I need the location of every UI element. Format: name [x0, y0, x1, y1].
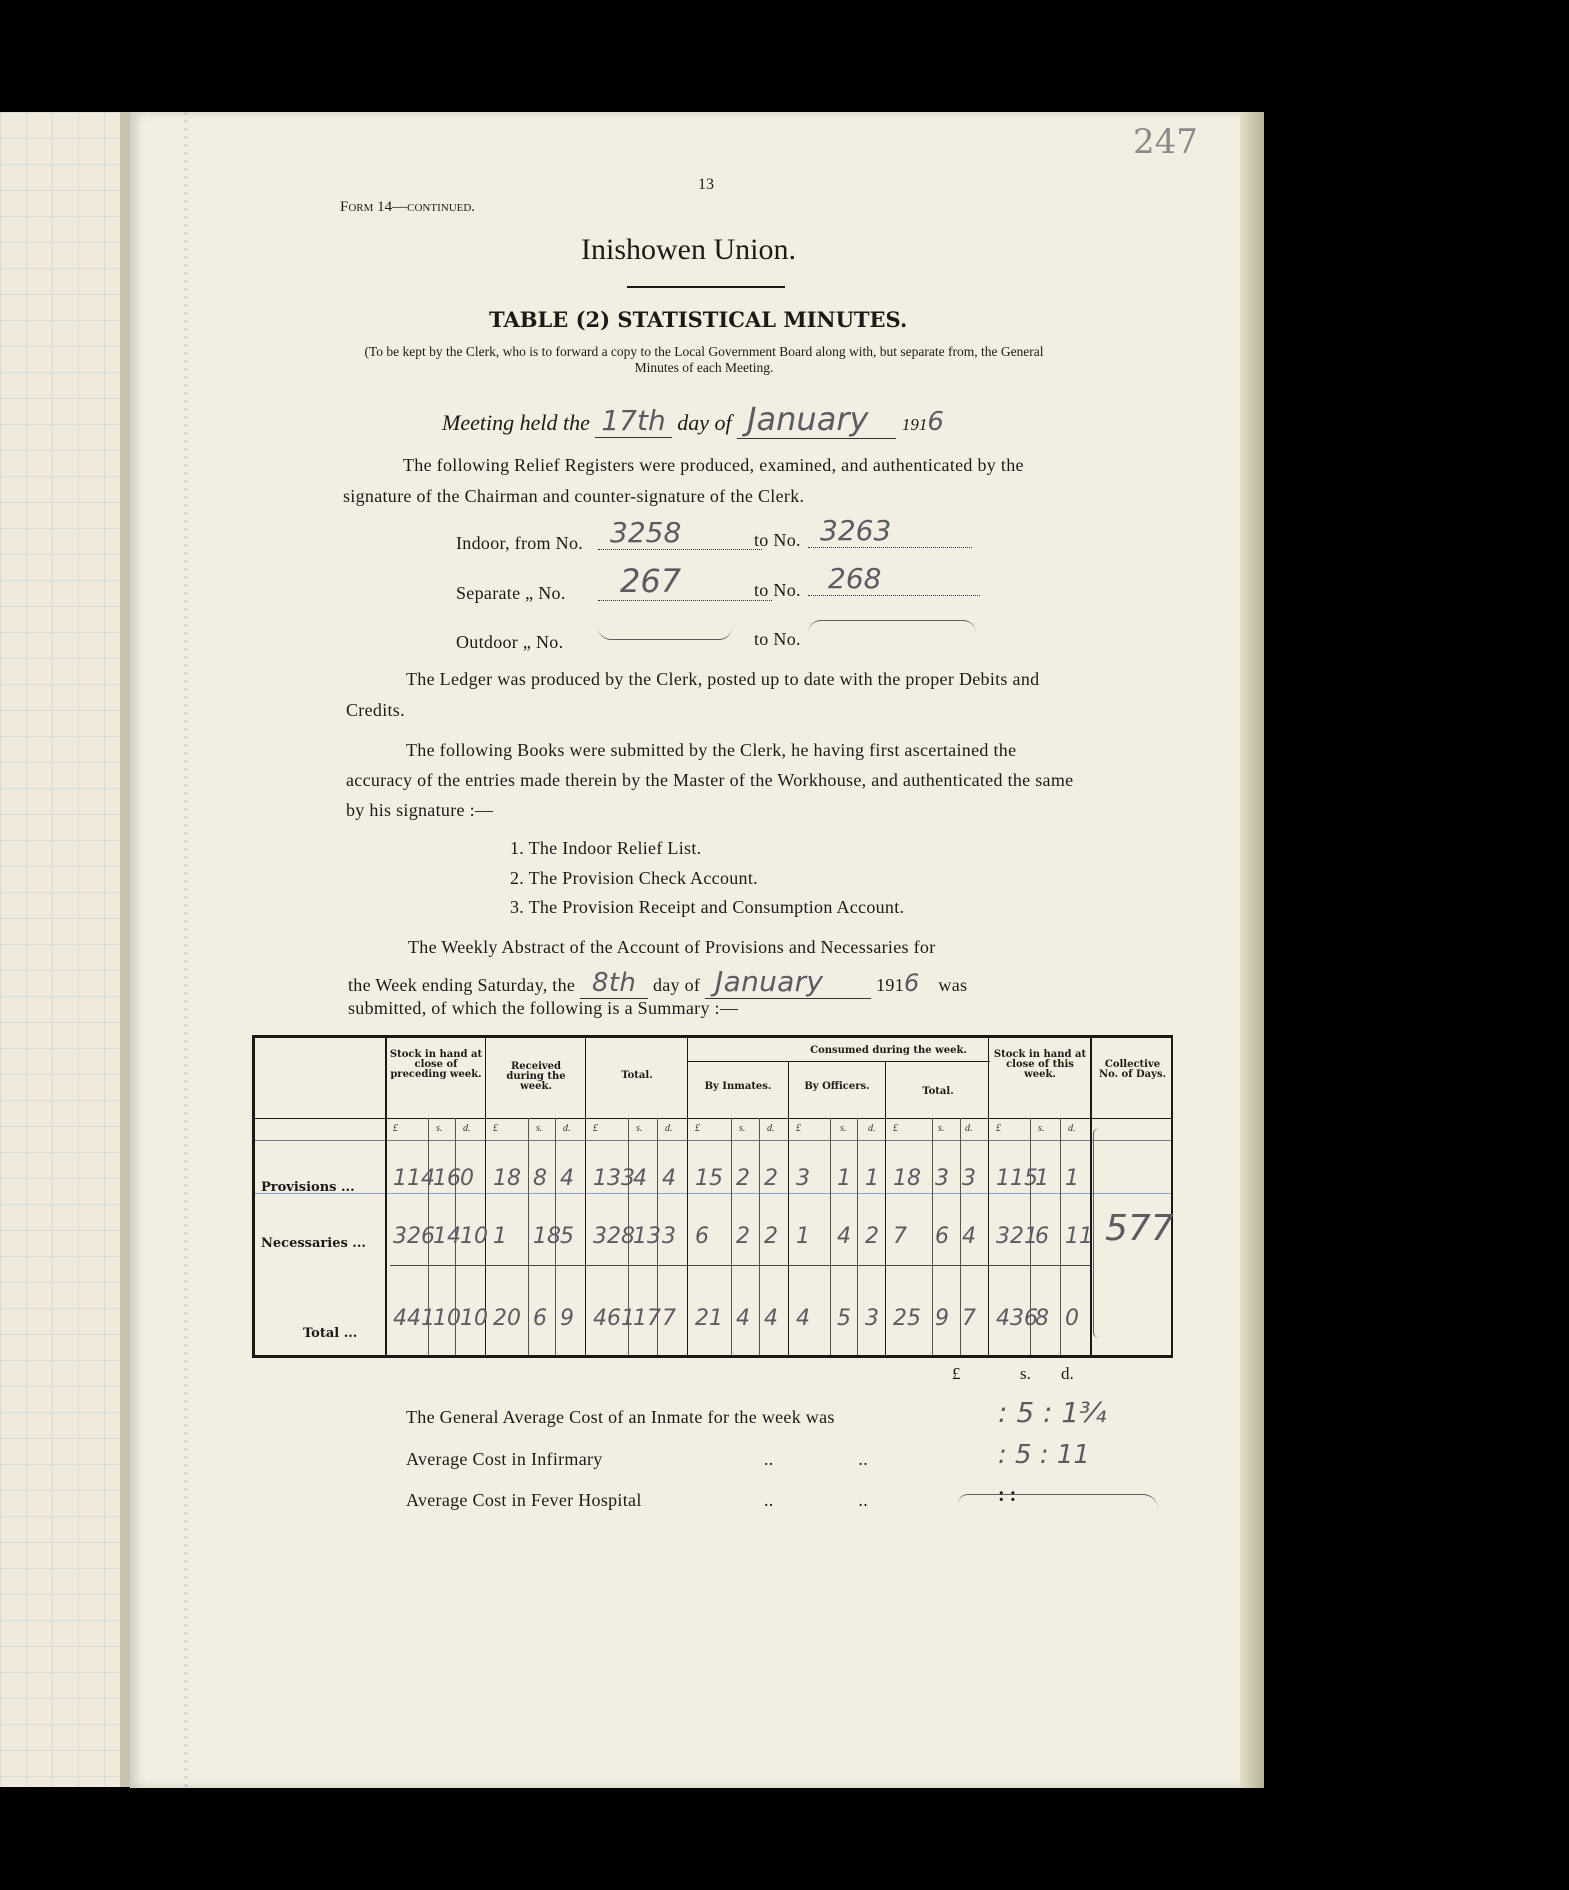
table-cell: 10 [433, 1306, 461, 1331]
form-label: Form 14—continued. [340, 199, 476, 215]
table-cell: 2 [736, 1166, 750, 1191]
register-separate-from: 267 [598, 562, 772, 601]
avg-fever-dots: .. .. [764, 1490, 868, 1510]
registers-intro: The following Relief Registers were produced, examined, and authenticated by the signature of the Chairman and counter-signature of the Clerk. [343, 455, 1024, 506]
table-cell: 3 [935, 1166, 949, 1191]
avg-fever-stroke [958, 1494, 1158, 1509]
lsd-label: £ [493, 1123, 498, 1134]
lsd-label: s. [536, 1123, 543, 1134]
register-separate-label: Separate „ No. [456, 583, 566, 603]
table-cell: 1 [1065, 1166, 1079, 1191]
table-cell: 2 [865, 1224, 879, 1249]
table-cell: 1 [1035, 1166, 1049, 1191]
register-indoor-to: 3263 [808, 514, 972, 548]
lsd-label: s. [938, 1123, 945, 1134]
abstract-day-of: day of [652, 975, 701, 995]
lsd-label: s. [436, 1123, 443, 1134]
header-received: Received during the week. [506, 1061, 566, 1092]
table-cell: 18 [533, 1224, 561, 1249]
table-cell: 6 [533, 1306, 547, 1331]
table-cell: 17 [633, 1306, 661, 1331]
col-divider [988, 1038, 989, 1355]
collective-days-value: 577 [1105, 1208, 1174, 1249]
header-consumed: Consumed during the week. [810, 1045, 967, 1056]
table-cell: 3 [796, 1166, 810, 1191]
ruled-guide-1 [255, 1193, 1171, 1194]
table-cell: 4 [764, 1306, 778, 1331]
table-cell: 4 [962, 1224, 976, 1249]
meeting-year-print: 191 [901, 415, 928, 434]
meeting-mid: day of [677, 410, 732, 435]
abstract-month: January [705, 965, 871, 999]
sub-divider [932, 1118, 933, 1355]
col-divider [585, 1038, 586, 1355]
table-cell: 4 [837, 1224, 851, 1249]
table-cell: 3 [865, 1306, 879, 1331]
table-cell: 7 [962, 1306, 976, 1331]
table-cell: 7 [662, 1306, 676, 1331]
table-cell: 4 [560, 1166, 574, 1191]
sub-divider [759, 1118, 760, 1355]
avg-infirmary-value: : 5 : 11 [998, 1440, 1090, 1470]
union-title: Inishowen Union. [581, 233, 796, 266]
table-cell: 10 [460, 1306, 488, 1331]
table-cell: 9 [935, 1306, 949, 1331]
abstract-year-hand: 6 [904, 969, 920, 997]
instructions: (To be kept by the Clerk, who is to forward a copy to the Local Government Board along with, but separate from, the General Minutes of each Meeting. [364, 344, 1044, 375]
table-cell: 6 [935, 1224, 949, 1249]
register-outdoor-to-label: to No. [754, 629, 801, 649]
table-cell: 25 [893, 1306, 921, 1331]
table-cell: 4 [662, 1166, 676, 1191]
table-cell: 21 [695, 1306, 723, 1331]
page-edge [1240, 112, 1264, 1788]
lsd-label: s. [739, 1123, 746, 1134]
avg-fever-value: : : [998, 1484, 1017, 1506]
table-cell: 0 [1065, 1306, 1079, 1331]
sub-divider [731, 1118, 732, 1355]
table-cell: 5 [560, 1224, 574, 1249]
table-cell: 328 [593, 1224, 635, 1249]
left-page-edge [120, 112, 130, 1787]
abstract-was: was [938, 975, 968, 995]
binding-stitches [184, 112, 188, 1788]
register-separate-to-label: to No. [754, 580, 801, 600]
table-cell: 461 [593, 1306, 635, 1331]
table-cell: 2 [736, 1224, 750, 1249]
table-cell: 9 [560, 1306, 574, 1331]
col-divider [687, 1038, 688, 1355]
collective-bracket [1093, 1128, 1100, 1338]
table-cell: 11 [1065, 1224, 1093, 1249]
col-divider [788, 1061, 789, 1355]
sub-divider [857, 1118, 858, 1355]
register-indoor-label: Indoor, from No. [456, 533, 584, 553]
lsd-label: £ [996, 1123, 1001, 1134]
abstract-line-1: The Weekly Abstract of the Account of Provisions and Necessaries for [408, 937, 936, 957]
header-rule [255, 1118, 1171, 1119]
table-cell: 1 [837, 1166, 851, 1191]
avg-inmate-value: : 5 : 1¾ [998, 1396, 1107, 1429]
avg-infirmary-label: Average Cost in Infirmary [406, 1449, 603, 1469]
table-cell: 16 [433, 1166, 461, 1191]
lsd-label: d. [665, 1123, 673, 1134]
title-rule [627, 286, 785, 288]
table-cell: 1 [493, 1224, 507, 1249]
row-label-necessaries: Necessaries ... [261, 1236, 366, 1251]
abstract-line-3: submitted, of which the following is a Summary :— [348, 998, 739, 1018]
lsd-label: d. [1068, 1123, 1076, 1134]
table-cell: 1 [796, 1224, 810, 1249]
avg-header-pound: £ [952, 1364, 961, 1383]
table-cell: 4 [633, 1166, 647, 1191]
sub-divider [830, 1118, 831, 1355]
avg-fever-label: Average Cost in Fever Hospital [406, 1490, 642, 1510]
meeting-year-hand: 6 [927, 407, 944, 437]
col-divider [885, 1061, 886, 1355]
row-label-provisions: Provisions ... [261, 1180, 355, 1195]
sub-divider [1060, 1118, 1061, 1355]
table-cell: 6 [695, 1224, 709, 1249]
lsd-label: d. [463, 1123, 471, 1134]
lsd-label: d. [767, 1123, 775, 1134]
register-outdoor-to-stroke [808, 620, 976, 633]
header-consumed-total: Total. [922, 1086, 954, 1097]
row-label-total: Total ... [303, 1326, 358, 1341]
register-separate-to: 268 [808, 562, 980, 596]
table-cell: 321 [996, 1224, 1038, 1249]
abstract-week-label: the Week ending Saturday, the [348, 975, 576, 995]
register-outdoor-label: Outdoor „ No. [456, 632, 564, 652]
table-cell: 114 [393, 1166, 435, 1191]
left-page [0, 112, 125, 1787]
table-cell: 2 [764, 1166, 778, 1191]
col-divider [1090, 1038, 1092, 1355]
table-cell: 115 [996, 1166, 1038, 1191]
header-stock-prev: Stock in hand at close of preceding week. [389, 1049, 483, 1080]
table-cell: 8 [533, 1166, 547, 1191]
abstract-year-print: 191 [876, 975, 905, 995]
table-cell: 3 [962, 1166, 976, 1191]
table-cell: 133 [593, 1166, 635, 1191]
sub-divider [528, 1118, 529, 1355]
table-cell: 18 [493, 1166, 521, 1191]
ledger-text: The Ledger was produced by the Clerk, posted up to date with the proper Debits and Credits. [346, 669, 1040, 720]
register-indoor-to-label: to No. [754, 530, 801, 550]
lsd-label: s. [1038, 1123, 1045, 1134]
register-indoor-from: 3258 [598, 516, 762, 550]
table-cell: 3 [662, 1224, 676, 1249]
lsd-label: s. [840, 1123, 847, 1134]
table-cell: 4 [796, 1306, 810, 1331]
table-cell: 10 [460, 1224, 488, 1249]
table-cell: 4 [736, 1306, 750, 1331]
lsd-label: d. [563, 1123, 571, 1134]
table-cell: 436 [996, 1306, 1038, 1331]
avg-inmate-label: The General Average Cost of an Inmate for the week was [406, 1407, 835, 1427]
lsd-label: £ [893, 1123, 898, 1134]
table-cell: 8 [1035, 1306, 1049, 1331]
table-cell: 5 [837, 1306, 851, 1331]
avg-header-shilling: s. [1020, 1364, 1031, 1383]
lsd-label: d. [965, 1123, 973, 1134]
table-cell: 13 [633, 1224, 661, 1249]
table-cell: 326 [393, 1224, 435, 1249]
meeting-month: January [737, 400, 896, 439]
lsd-label: d. [868, 1123, 876, 1134]
book-item-2: 2. The Provision Check Account. [510, 868, 758, 888]
table-cell: 0 [460, 1166, 474, 1191]
meeting-day: 17th [595, 404, 671, 438]
summary-table [252, 1035, 1173, 1358]
abstract-day: 8th [580, 968, 648, 999]
lsd-label: s. [636, 1123, 643, 1134]
table-cell: 6 [1035, 1224, 1049, 1249]
table-cell: 18 [893, 1166, 921, 1191]
table-cell: 1 [865, 1166, 879, 1191]
table-cell: 441 [393, 1306, 435, 1331]
lsd-label: £ [593, 1123, 598, 1134]
header-by-inmates: By Inmates. [704, 1081, 772, 1092]
table-cell: 15 [695, 1166, 723, 1191]
table-cell: 7 [893, 1224, 907, 1249]
register-outdoor-from-stroke [598, 627, 732, 640]
header-stock-close: Stock in hand at close of this week. [993, 1049, 1087, 1080]
avg-infirmary-dots: .. .. [764, 1449, 868, 1469]
lsd-rule [255, 1140, 1171, 1141]
abstract-line-2 [348, 965, 967, 999]
table-title: TABLE (2) STATISTICAL MINUTES. [489, 307, 908, 332]
page-number: 247 [1133, 122, 1198, 162]
table-cell: 20 [493, 1306, 521, 1331]
avg-header-pence: d. [1061, 1364, 1074, 1383]
books-intro: The following Books were submitted by the Clerk, he having first ascertained the accuracy of the entries made therein by the Master of the Workhouse, and authenticated the same by his signature :— [346, 740, 1074, 820]
book-item-1: 1. The Indoor Relief List. [510, 838, 702, 858]
table-cell: 2 [764, 1224, 778, 1249]
consumed-rule [687, 1061, 990, 1062]
meeting-line [442, 400, 944, 439]
header-by-officers: By Officers. [804, 1081, 870, 1092]
sub-divider [960, 1118, 961, 1355]
header-collective: Collective No. of Days. [1098, 1059, 1167, 1080]
meeting-prefix: Meeting held the [442, 410, 590, 435]
lsd-label: £ [393, 1123, 398, 1134]
lsd-label: £ [796, 1123, 801, 1134]
header-total: Total. [621, 1070, 653, 1081]
lsd-label: £ [695, 1123, 700, 1134]
total-rule [390, 1265, 1091, 1266]
printed-page-number: 13 [698, 176, 714, 193]
book-item-3: 3. The Provision Receipt and Consumption Account. [510, 897, 905, 917]
col-divider [385, 1038, 387, 1355]
table-cell: 14 [433, 1224, 461, 1249]
